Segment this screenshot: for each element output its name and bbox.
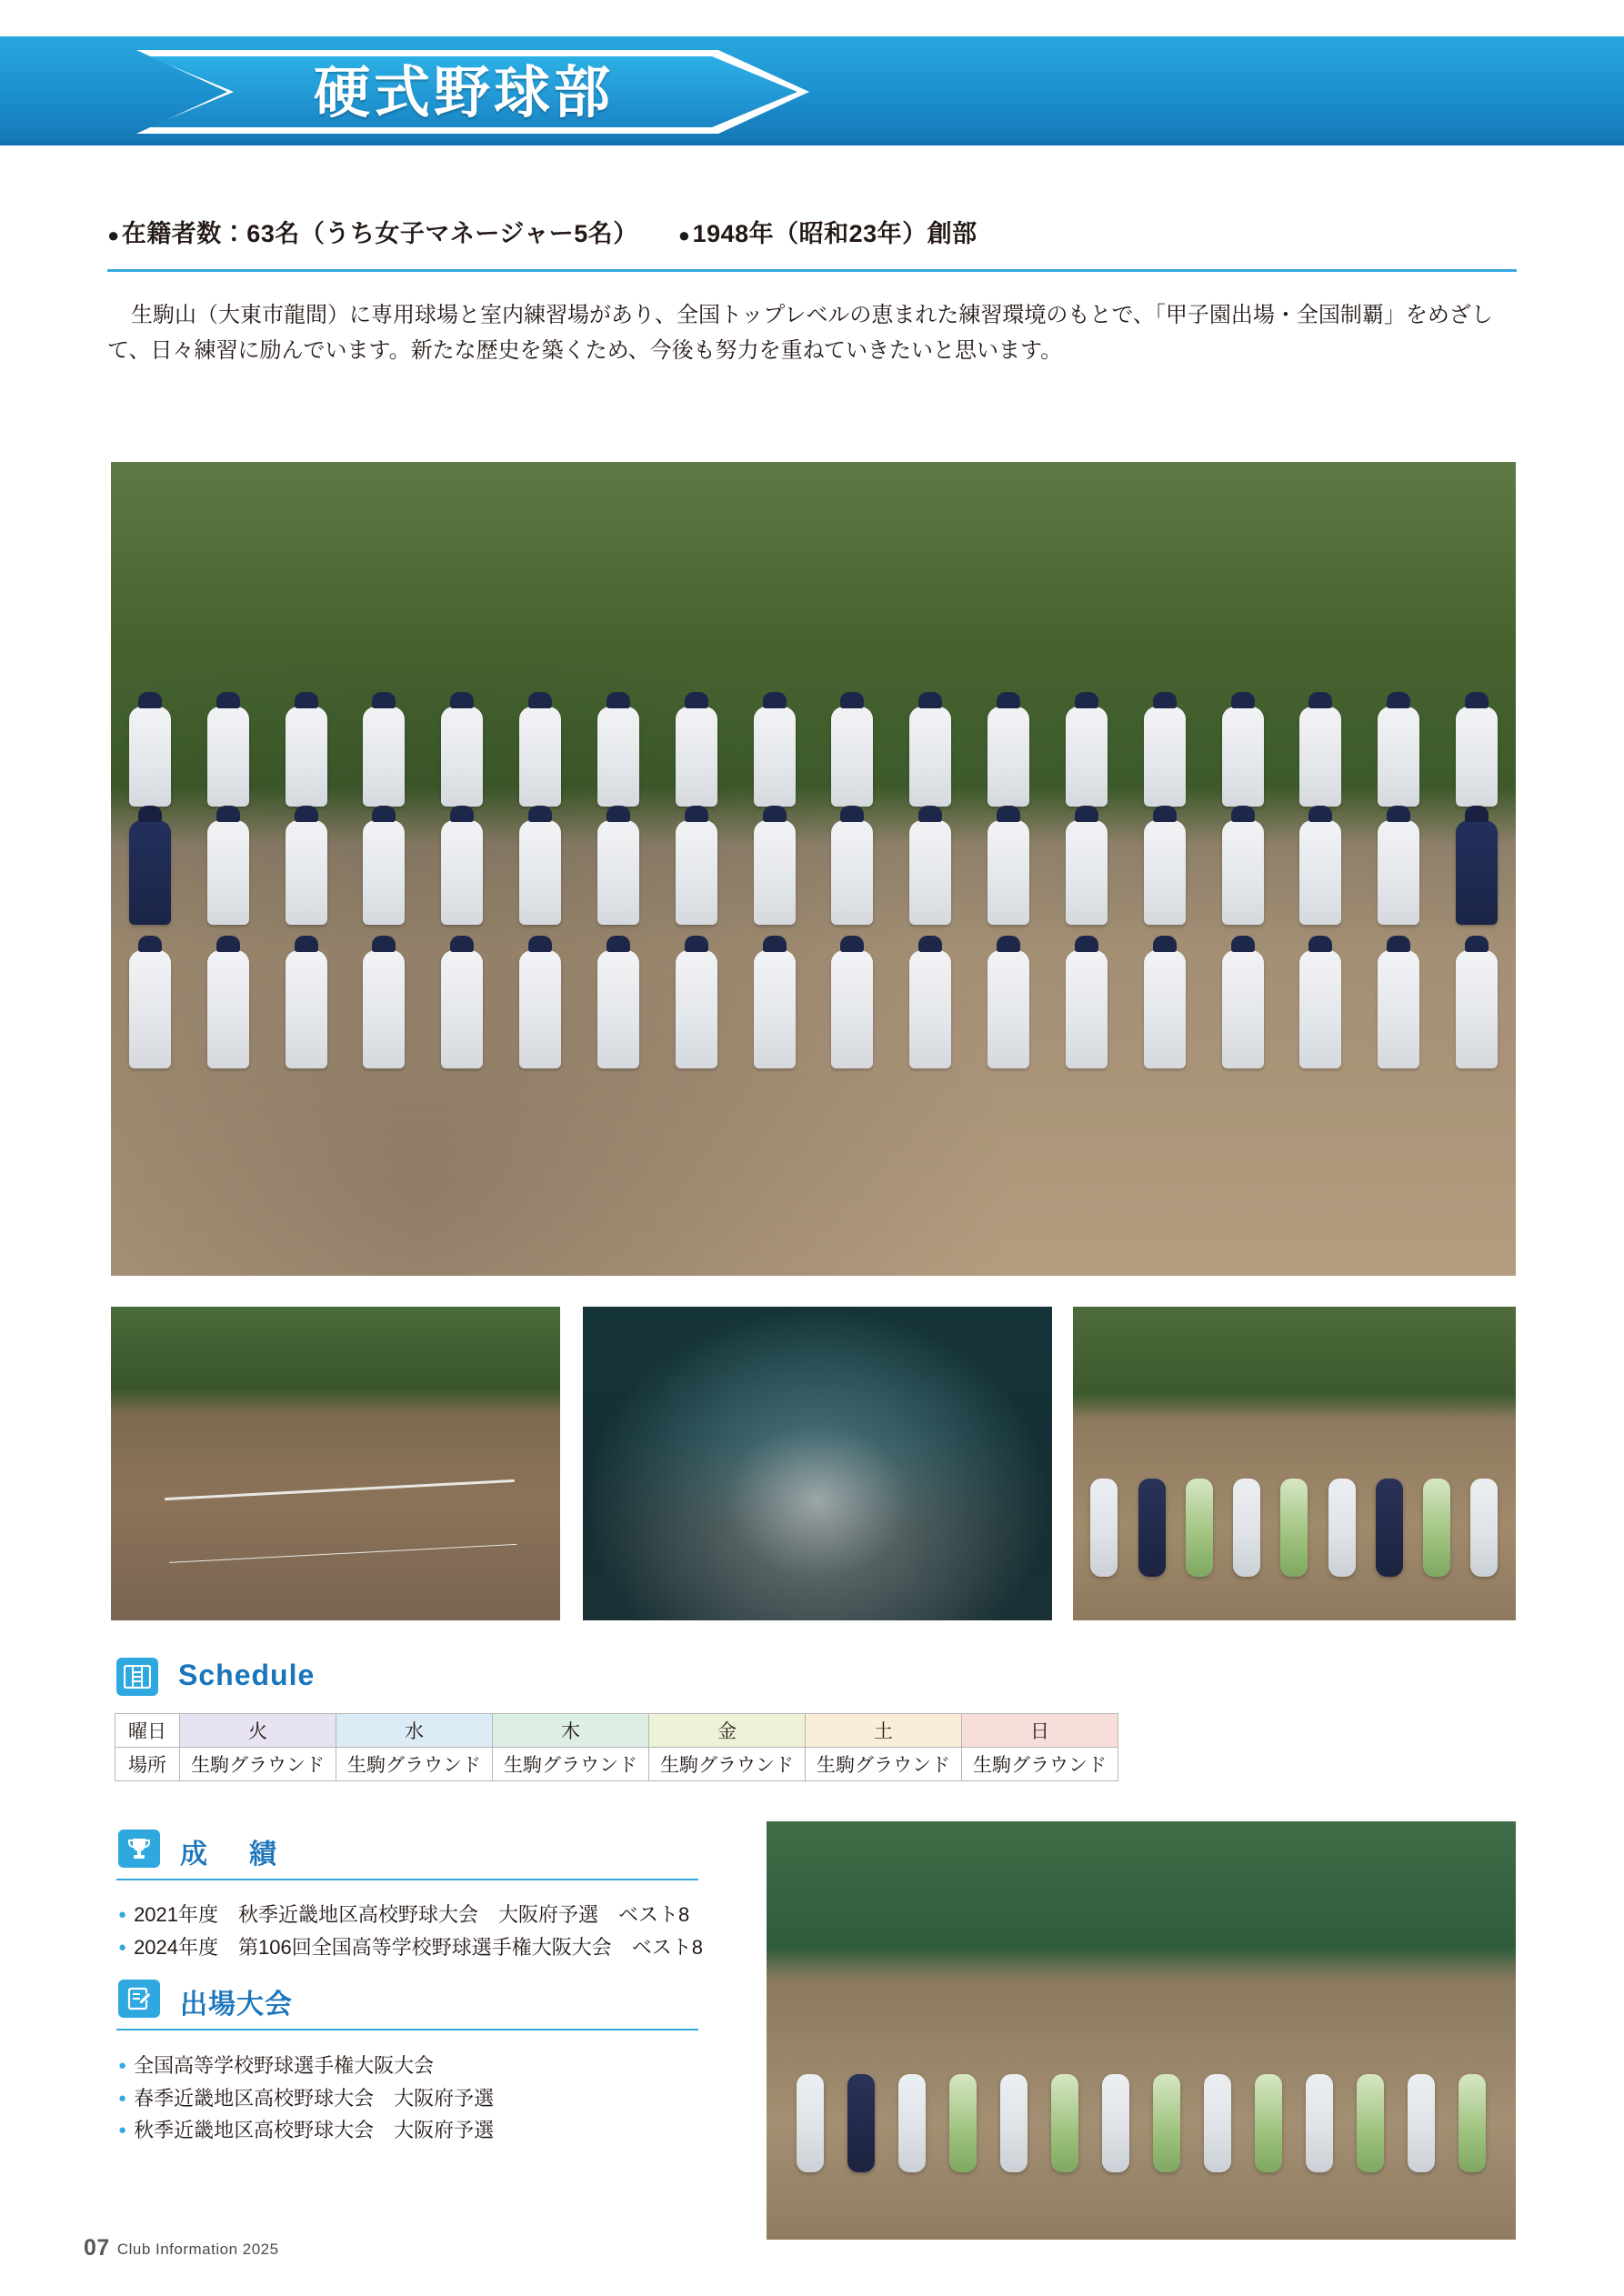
bullet-icon: ● [118, 2058, 127, 2073]
page-number: 07 [84, 2235, 110, 2261]
club-meta-row [107, 214, 1517, 249]
schedule-day-sat: 土 [806, 1714, 962, 1748]
list-item [118, 2114, 494, 2147]
results-heading: 成 績 [180, 1840, 284, 1870]
schedule-place-sat: 生駒グラウンド [806, 1748, 962, 1781]
schedule-table [115, 1713, 1118, 1781]
bullet-icon: ● [118, 2090, 127, 2106]
list-item [118, 2050, 494, 2082]
table-row [115, 1714, 1118, 1748]
tournaments-list [118, 2050, 494, 2147]
bullet-icon: ● [677, 224, 691, 246]
member-count: 在籍者数：63名（うち女子マネージャー5名） [121, 220, 638, 247]
schedule-day-sun: 日 [962, 1714, 1118, 1748]
bullet-icon: ● [118, 1939, 127, 1955]
schedule-place-tue: 生駒グラウンド [180, 1748, 336, 1781]
results-divider [116, 1879, 698, 1880]
list-item [118, 1931, 703, 1964]
schedule-place-thu: 生駒グラウンド [493, 1748, 649, 1781]
intro-text: 生駒山（大東市龍間）に専用球場と室内練習場があり、全国トップレベルの恵まれた練習環境のもとで、「甲子園出場・全国制覇」をめざして、日々練習に励んでいます。新たな歴史を築くため、今後も努力を重ねていきたいと思います。 [107, 303, 1493, 363]
schedule-heading: Schedule [178, 1659, 316, 1691]
schedule-place-wed: 生駒グラウンド [336, 1748, 493, 1781]
team-running-photo [767, 1821, 1516, 2240]
trophy-icon [118, 1830, 160, 1868]
indoor-practice-facility-photo [583, 1307, 1052, 1620]
baseball-field-photo [111, 1307, 560, 1620]
results-list [118, 1899, 703, 1963]
schedule-day-tue: 火 [180, 1714, 336, 1748]
schedule-place-sun: 生駒グラウンド [962, 1748, 1118, 1781]
result-item-text: 2024年度 第106回全国高等学校野球選手権大阪大会 ベスト8 [134, 1935, 703, 1959]
bullet-icon: ● [118, 2122, 127, 2139]
footer [84, 2235, 279, 2261]
tournament-item-text: 春季近畿地区高校野球大会 大阪府予選 [134, 2086, 495, 2110]
schedule-day-wed: 水 [336, 1714, 493, 1748]
founded-year: 1948年（昭和23年）創部 [692, 220, 977, 247]
pencil-note-icon [118, 1980, 160, 2018]
tournaments-divider [116, 2029, 698, 2030]
schedule-day-fri: 金 [649, 1714, 806, 1748]
meta-divider [107, 269, 1517, 272]
list-item [118, 1899, 703, 1931]
bullet-icon: ● [107, 224, 120, 246]
intro-paragraph [107, 298, 1526, 369]
schedule-row-label-place: 場所 [115, 1748, 180, 1781]
schedule-place-fri: 生駒グラウンド [649, 1748, 806, 1781]
list-item [118, 2082, 494, 2115]
bullet-icon: ● [118, 1907, 127, 1922]
calendar-icon [116, 1658, 158, 1696]
outdoor-training-photo [1073, 1307, 1516, 1620]
schedule-day-thu: 木 [493, 1714, 649, 1748]
tournament-item-text: 秋季近畿地区高校野球大会 大阪府予選 [134, 2119, 495, 2142]
result-item-text: 2021年度 秋季近畿地区高校野球大会 大阪府予選 ベスト8 [134, 1903, 690, 1926]
tournament-item-text: 全国高等学校野球選手権大阪大会 [134, 2054, 435, 2077]
footer-label: Club Information 2025 [116, 2241, 279, 2258]
team-group-photo [111, 462, 1516, 1276]
schedule-row-label-day: 曜日 [115, 1714, 180, 1748]
page-title: 硬式野球部 [313, 62, 614, 125]
tournaments-heading: 出場大会 [180, 1990, 293, 2020]
table-row [115, 1748, 1118, 1781]
